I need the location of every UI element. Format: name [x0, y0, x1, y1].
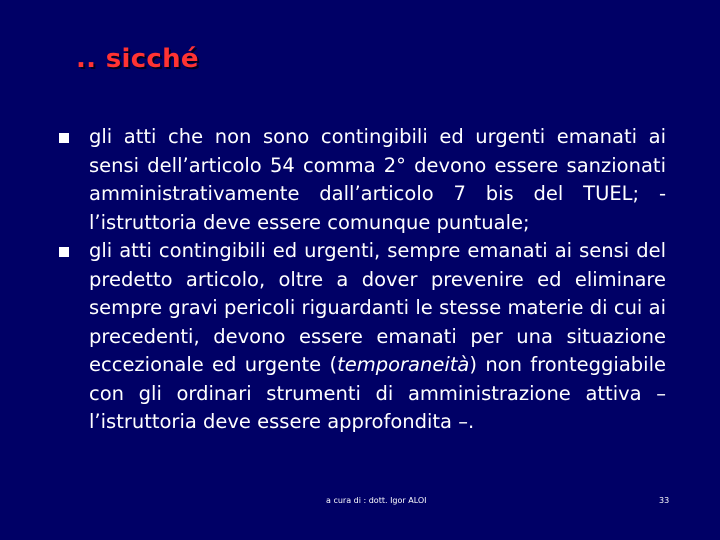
bullet-text-1: gli atti che non sono contingibili ed urgenti emanati ai sensi dell’articolo 54 comma 2° devono essere sanzionati amministrativamente dall’articolo 7 bis del TUEL; - l’istruttoria deve essere comunque puntuale;: [89, 125, 666, 234]
square-bullet-icon: [59, 133, 69, 143]
bullet-text-2-after: ) non fronteggiabile con gli ordinari strumenti di amministrazione attiva – l’istruttoria deve essere approfondita –.: [89, 353, 667, 433]
bullet-item-2: [58, 237, 666, 437]
slide-title: .. sicché: [76, 44, 199, 74]
bullet-text-2-before: gli atti contingibili ed urgenti, sempre emanati ai sensi del predetto articolo, oltre a dover prevenire ed eliminare sempre gravi pericoli riguardanti le stesse materie di cui ai precedenti, devono essere emanati per una situazione eccezionale ed urgente (: [89, 239, 666, 376]
square-bullet-icon: [59, 247, 69, 257]
bullet-list: [58, 123, 666, 437]
bullet-item-1: [58, 123, 666, 237]
footer-author: a cura di : dott. Igor ALOI: [326, 496, 427, 505]
page-number: 33: [659, 496, 670, 505]
bullet-text-2-italic: temporaneità: [337, 353, 470, 376]
